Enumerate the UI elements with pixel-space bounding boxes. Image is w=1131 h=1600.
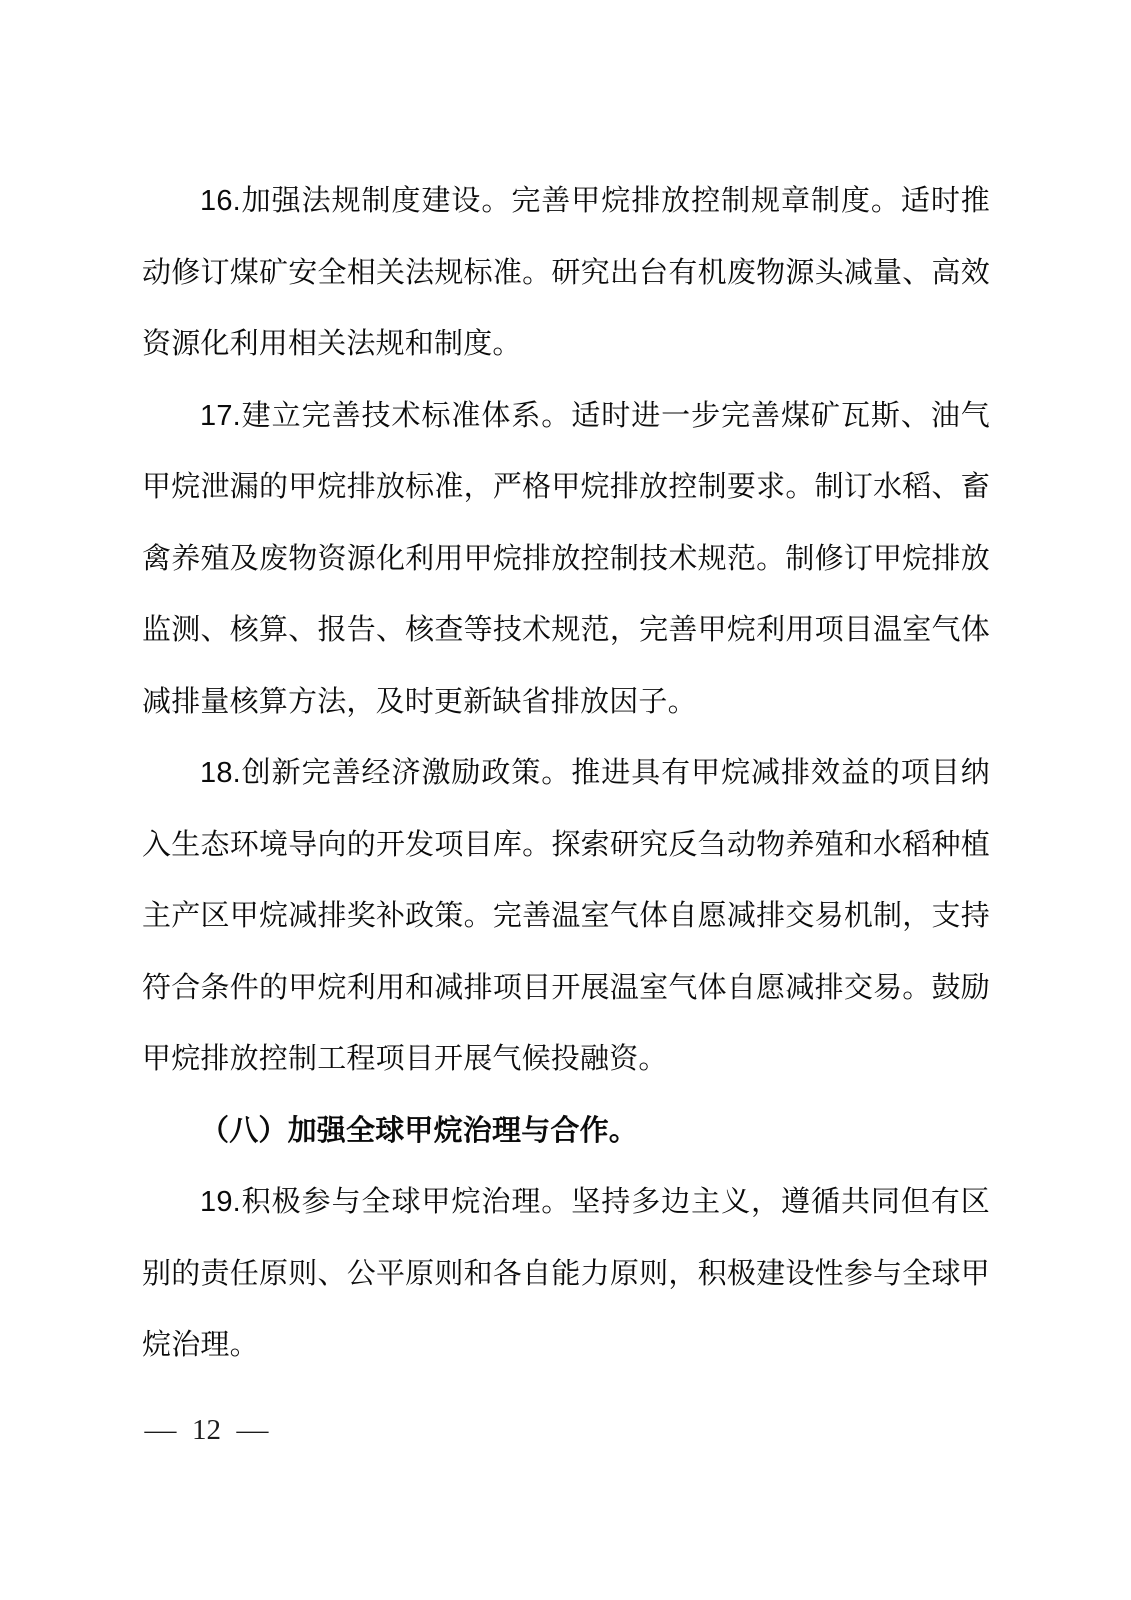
section-heading-8: （八）加强全球甲烷治理与合作。 <box>200 1114 639 1147</box>
footer-right-dash: — <box>236 1413 269 1446</box>
document-body <box>142 166 990 1382</box>
footer-left-dash: — <box>144 1413 177 1446</box>
page-number: 12 <box>192 1413 221 1446</box>
paragraph-item-19: 19.积极参与全球甲烷治理。坚持多边主义，遵循共同但有区别的责任原则、公平原则和各自能力原则，积极建设性参与全球甲烷治理。 <box>142 1186 990 1361</box>
page-footer <box>146 1406 267 1454</box>
paragraph-item-17: 17.建立完善技术标准体系。适时进一步完善煤矿瓦斯、油气甲烷泄漏的甲烷排放标准，严格甲烷排放控制要求。制订水稻、畜禽养殖及废物资源化利用甲烷排放控制技术规范。制修订甲烷排放监测、核算、报告、核查等技术规范，完善甲烷利用项目温室气体减排量核算方法，及时更新缺省排放因子。 <box>142 399 990 718</box>
paragraph-item-18: 18.创新完善经济激励政策。推进具有甲烷减排效益的项目纳入生态环境导向的开发项目库。探索研究反刍动物养殖和水稻种植主产区甲烷减排奖补政策。完善温室气体自愿减排交易机制，支持符合条件的甲烷利用和减排项目开展温室气体自愿减排交易。鼓励甲烷排放控制工程项目开展气候投融资。 <box>142 757 990 1075</box>
paragraph-item-16: 16.加强法规制度建设。完善甲烷排放控制规章制度。适时推动修订煤矿安全相关法规标准。研究出台有机废物源头减量、高效资源化利用相关法规和制度。 <box>142 185 990 360</box>
